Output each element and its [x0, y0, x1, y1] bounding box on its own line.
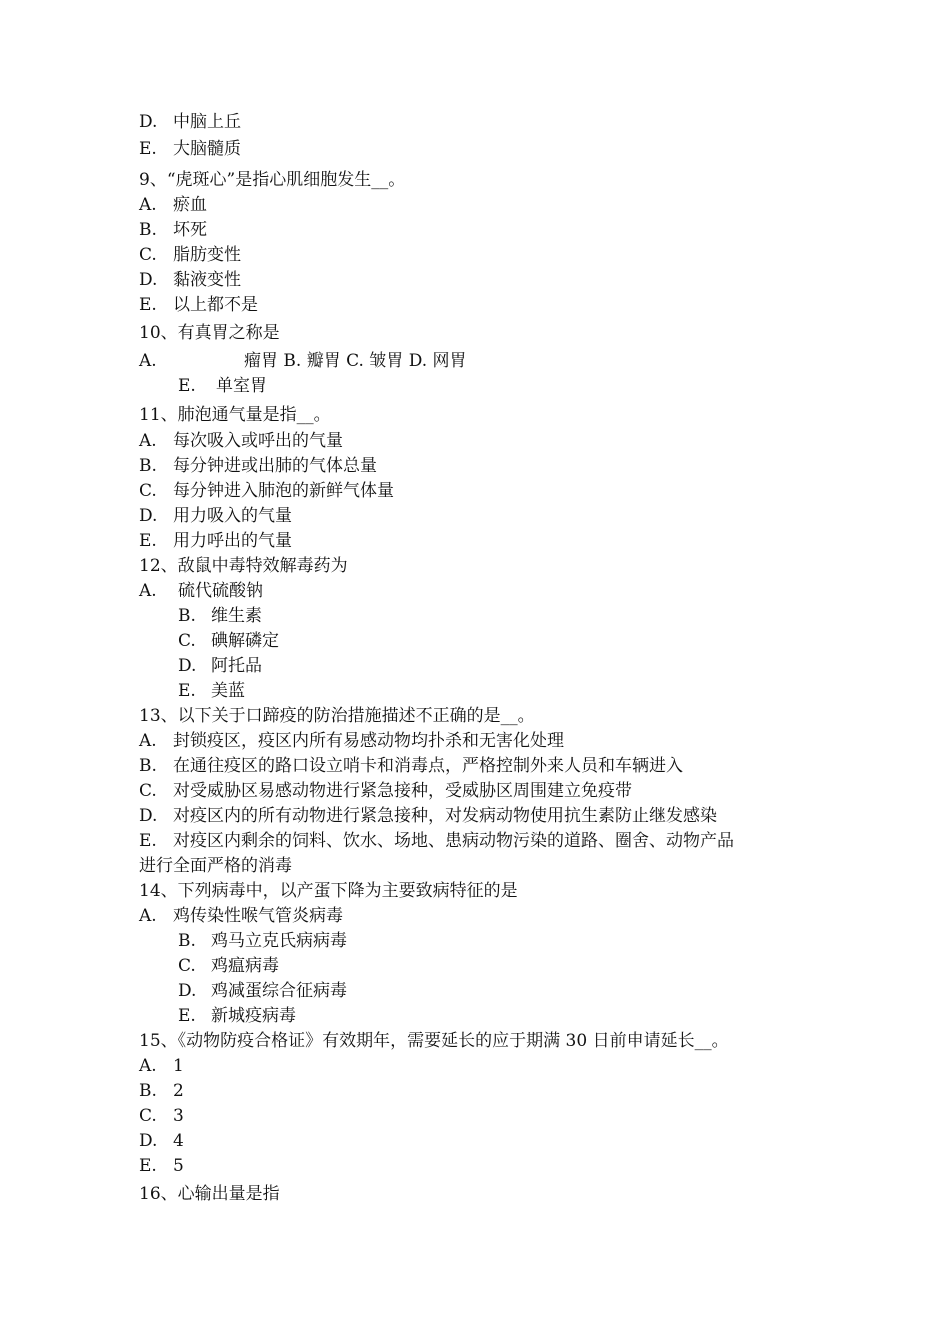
- option-line: [139, 292, 258, 318]
- option-line: [139, 217, 207, 243]
- option-line: [139, 1078, 184, 1104]
- option-text: 对疫区内的所有动物进行紧急接种，对发病动物使用抗生素防止继发感染: [173, 806, 717, 826]
- option-line: [178, 978, 347, 1004]
- option-label: E.: [139, 139, 157, 159]
- option-line: [139, 1153, 184, 1179]
- option-text: 坏死: [173, 220, 207, 240]
- option-line: [139, 1053, 184, 1079]
- option-label: D.: [139, 270, 158, 290]
- option-line: [139, 478, 394, 504]
- option-line: [139, 109, 241, 135]
- option-text: 鸡马立克氏病病毒: [211, 931, 347, 951]
- option-line: [139, 136, 241, 162]
- option-line: [178, 953, 279, 979]
- option-line: [178, 1003, 296, 1029]
- option-label: B.: [139, 756, 157, 776]
- option-line: [139, 192, 207, 218]
- option-text: 每分钟进入肺泡的新鲜气体量: [173, 481, 394, 501]
- option-line: [178, 603, 262, 629]
- option-label: B.: [139, 220, 157, 240]
- option-line: [139, 778, 632, 804]
- question-line: [139, 402, 331, 428]
- option-line: [139, 803, 717, 829]
- option-label: D.: [178, 656, 197, 676]
- option-text: 碘解磷定: [211, 631, 279, 651]
- option-line: [178, 653, 262, 679]
- option-text: 封锁疫区，疫区内所有易感动物均扑杀和无害化处理: [173, 731, 564, 751]
- option-line: [139, 828, 734, 854]
- option-label: A.: [139, 906, 157, 926]
- question-line: [139, 703, 535, 729]
- option-text: 用力呼出的气量: [173, 531, 292, 551]
- option-text: 每次吸入或呼出的气量: [173, 431, 343, 451]
- option-text: 单室胃: [216, 376, 267, 396]
- option-label: D.: [139, 806, 158, 826]
- option-label: E.: [139, 295, 157, 315]
- option-label: E.: [178, 376, 196, 396]
- question-text: 10、有真胃之称是: [139, 323, 280, 343]
- option-line: [139, 528, 292, 554]
- option-line: [139, 1103, 184, 1129]
- option-text: 鸡减蛋综合征病毒: [211, 981, 347, 1001]
- option-text: 3: [173, 1106, 184, 1126]
- option-line: [139, 267, 241, 293]
- option-text: 阿托品: [211, 656, 262, 676]
- option-text: 鸡传染性喉气管炎病毒: [173, 906, 343, 926]
- question-text: 12、敌鼠中毒特效解毒药为: [139, 556, 348, 576]
- option-label: E.: [178, 681, 196, 701]
- option-text: 1: [173, 1056, 184, 1076]
- option-label: C.: [139, 481, 157, 501]
- option-text: 用力吸入的气量: [173, 506, 292, 526]
- option-line: [139, 1128, 184, 1154]
- question-line: [139, 320, 280, 346]
- option-text: 在通往疫区的路口设立哨卡和消毒点，严格控制外来人员和车辆进入: [173, 756, 683, 776]
- question-line: [139, 878, 518, 904]
- continuation-text: 进行全面严格的消毒: [139, 856, 292, 876]
- option-label: E.: [139, 531, 157, 551]
- option-text: 每分钟进或出肺的气体总量: [173, 456, 377, 476]
- option-label: D.: [139, 112, 158, 132]
- option-label: B.: [139, 456, 157, 476]
- option-label: E.: [139, 1156, 157, 1176]
- option-text: 美蓝: [211, 681, 245, 701]
- option-label: C.: [178, 631, 196, 651]
- option-text: 鸡瘟病毒: [211, 956, 279, 976]
- option-text: 以上都不是: [173, 295, 258, 315]
- option-text: 瘤胃 B. 瓣胃 C. 皱胃 D. 网胃: [244, 351, 467, 371]
- option-line: [139, 578, 263, 604]
- continuation-line: [139, 853, 292, 879]
- option-text: 对疫区内剩余的饲料、饮水、场地、患病动物污染的道路、圈舍、动物产品: [173, 831, 734, 851]
- option-label: D.: [139, 506, 158, 526]
- option-line: [139, 753, 683, 779]
- option-line: [139, 428, 343, 454]
- option-label: A.: [139, 351, 157, 371]
- option-line: [178, 928, 347, 954]
- option-label: A.: [139, 195, 157, 215]
- option-text: 对受威胁区易感动物进行紧急接种，受威胁区周围建立免疫带: [173, 781, 632, 801]
- option-text: 4: [173, 1131, 184, 1151]
- option-text: 2: [173, 1081, 184, 1101]
- option-label: C.: [139, 1106, 157, 1126]
- question-text: 14、下列病毒中，以产蛋下降为主要致病特征的是: [139, 881, 518, 901]
- question-line: [139, 1028, 729, 1054]
- option-text: 黏液变性: [173, 270, 241, 290]
- question-text: 11、肺泡通气量是指__。: [139, 405, 331, 425]
- option-line: [139, 453, 377, 479]
- option-label: C.: [139, 245, 157, 265]
- option-line: [178, 373, 267, 399]
- option-line: [178, 628, 279, 654]
- question-text: 13、以下关于口蹄疫的防治措施描述不正确的是__。: [139, 706, 535, 726]
- option-text: 脂肪变性: [173, 245, 241, 265]
- option-text: 瘀血: [173, 195, 207, 215]
- option-line: [139, 728, 564, 754]
- question-line: [139, 1181, 280, 1207]
- option-label: A.: [139, 431, 157, 451]
- option-line: [139, 348, 467, 374]
- question-text: 15、《动物防疫合格证》有效期年，需要延长的应于期满 30 日前申请延长__。: [139, 1031, 729, 1051]
- option-line: [178, 678, 245, 704]
- option-text: 新城疫病毒: [211, 1006, 296, 1026]
- option-text: 5: [173, 1156, 184, 1176]
- option-text: 维生素: [211, 606, 262, 626]
- option-label: D.: [178, 981, 197, 1001]
- option-line: [139, 903, 343, 929]
- option-label: C.: [178, 956, 196, 976]
- option-line: [139, 503, 292, 529]
- option-label: B.: [178, 931, 196, 951]
- option-text: 中脑上丘: [173, 112, 241, 132]
- option-line: [139, 242, 241, 268]
- question-line: [139, 167, 405, 193]
- option-label: D.: [139, 1131, 158, 1151]
- question-line: [139, 553, 348, 579]
- option-label: C.: [139, 781, 157, 801]
- option-label: A.: [139, 581, 157, 601]
- option-label: E.: [178, 1006, 196, 1026]
- question-text: 16、心输出量是指: [139, 1184, 280, 1204]
- option-label: E.: [139, 831, 157, 851]
- option-label: B.: [139, 1081, 157, 1101]
- question-text: 9、“虎斑心”是指心肌细胞发生__。: [139, 170, 406, 190]
- option-label: A.: [139, 731, 157, 751]
- option-text: 硫代硫酸钠: [178, 581, 263, 601]
- option-label: B.: [178, 606, 196, 626]
- option-text: 大脑髓质: [173, 139, 241, 159]
- option-label: A.: [139, 1056, 157, 1076]
